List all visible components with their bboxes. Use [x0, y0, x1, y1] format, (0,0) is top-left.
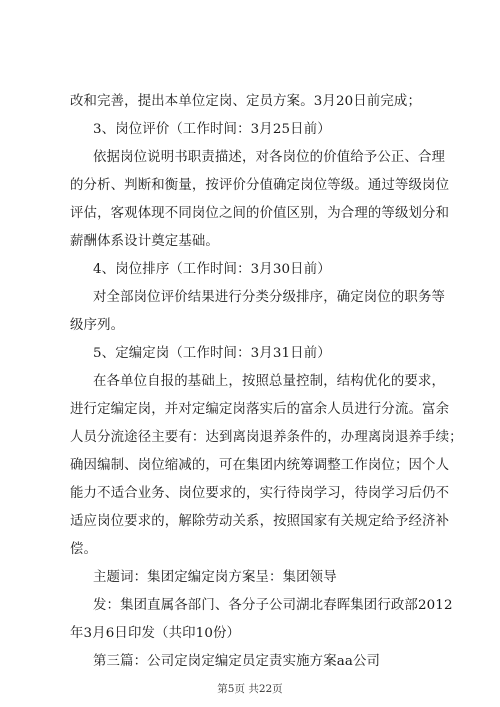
text-line: 主题词：集团定编定岗方案呈：集团领导 [93, 570, 337, 585]
text-line: 发：集团直属各部门、各分子公司湖北春晖集团行政部2012 [93, 598, 453, 613]
text-line: 评估，客观体现不同岗位之间的价值区别，为合理的等级划分和 [70, 206, 450, 221]
text-line: 改和完善，提出本单位定岗、定员方案。3月20日前完成； [70, 94, 421, 109]
text-line: 进行定编定岗，并对定编定岗落实后的富余人员进行分流。富余 [70, 402, 450, 417]
page-footer: 第5页 共22页 [217, 683, 283, 695]
text-line: 对全部岗位评价结果进行分类分级排序，确定岗位的职务等 [93, 290, 446, 305]
text-line: 确因编制、岗位缩减的，可在集团内统筹调整工作岗位；因个人 [70, 458, 450, 473]
text-line: 的分析、判断和衡量，按评价分值确定岗位等级。通过等级岗位 [70, 178, 450, 193]
text-line: 能力不适合业务、岗位要求的，实行待岗学习，待岗学习后仍不 [70, 486, 450, 501]
text-line: 5、定编定岗（工作时间：3月31日前） [93, 346, 331, 361]
text-line: 依据岗位说明书职责描述，对各岗位的价值给予公正、合理 [93, 150, 446, 165]
text-line: 人员分流途径主要有：达到离岗退养条件的，办理离岗退养手续； [70, 430, 463, 445]
text-line: 4、岗位排序（工作时间：3月30日前） [93, 262, 331, 277]
text-line: 级序列。 [70, 318, 125, 333]
text-line: 3、岗位评价（工作时间：3月25日前） [93, 122, 331, 137]
text-line: 薪酬体系设计奠定基础。 [70, 234, 219, 249]
text-line: 偿。 [70, 542, 98, 557]
text-line: 第三篇：公司定岗定编定员定责实施方案aa公司 [93, 654, 381, 669]
text-line: 年3月6日印发（共印10份） [70, 626, 241, 641]
text-line: 适应岗位要求的，解除劳动关系，按照国家有关规定给予经济补 [70, 514, 450, 529]
text-line: 在各单位自报的基础上，按照总量控制，结构优化的要求， [93, 374, 446, 389]
